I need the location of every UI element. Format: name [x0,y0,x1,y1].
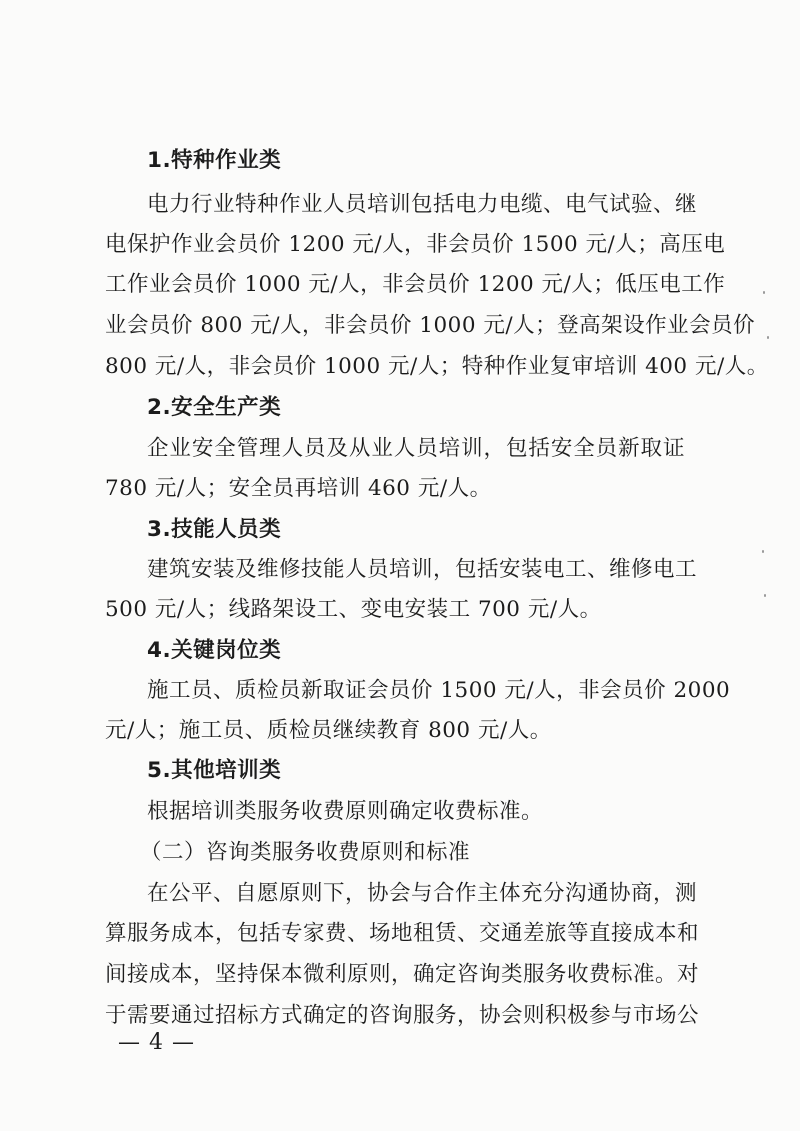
paragraph-line: 施工员、质检员新取证会员价 1500 元/人，非会员价 2000 [147,678,731,703]
scan-speck [764,594,766,597]
page-number: — 4 — [118,1030,195,1055]
subsection-heading: （二）咨询类服务收费原则和标准 [140,840,471,865]
section-heading-4: 4.关键岗位类 [147,638,282,663]
paragraph-line: 电力行业特种作业人员培训包括电力电缆、电气试验、继 [147,192,698,217]
scan-speck [763,291,765,294]
paragraph-line: 根据培训类服务收费原则确定收费标准。 [147,799,544,824]
paragraph-line: 间接成本，坚持保本微利原则，确定咨询类服务收费标准。对 [105,962,700,987]
section-heading-3: 3.技能人员类 [147,517,282,542]
section-heading-2: 2.安全生产类 [147,395,282,420]
paragraph-line: 建筑安装及维修技能人员培训，包括安装电工、维修电工 [147,557,698,582]
scan-speck [767,336,769,339]
paragraph-line: 800 元/人，非会员价 1000 元/人；特种作业复审培训 400 元/人。 [105,354,769,379]
paragraph-line: 业会员价 800 元/人，非会员价 1000 元/人；登高架设作业会员价 [105,313,756,338]
scan-speck [762,550,764,553]
paragraph-line: 企业安全管理人员及从业人员培训，包括安全员新取证 [147,436,685,461]
paragraph-line: 元/人；施工员、质检员继续教育 800 元/人。 [105,718,552,743]
paragraph-line: 电保护作业会员价 1200 元/人，非会员价 1500 元/人；高压电 [105,232,726,257]
paragraph-line: 工作业会员价 1000 元/人，非会员价 1200 元/人；低压电工作 [105,272,726,297]
section-heading-5: 5.其他培训类 [147,758,282,783]
paragraph-line: 780 元/人；安全员再培训 460 元/人。 [105,476,492,501]
paragraph-line: 算服务成本，包括专家费、场地租赁、交通差旅等直接成本和 [105,921,700,946]
paragraph-line: 在公平、自愿原则下，协会与合作主体充分沟通协商，测 [147,881,698,906]
paragraph-line: 500 元/人；线路架设工、变电安装工 700 元/人。 [105,597,602,622]
paragraph-line: 于需要通过招标方式确定的咨询服务，协会则积极参与市场公 [105,1003,700,1028]
section-heading-1: 1.特种作业类 [147,148,282,173]
